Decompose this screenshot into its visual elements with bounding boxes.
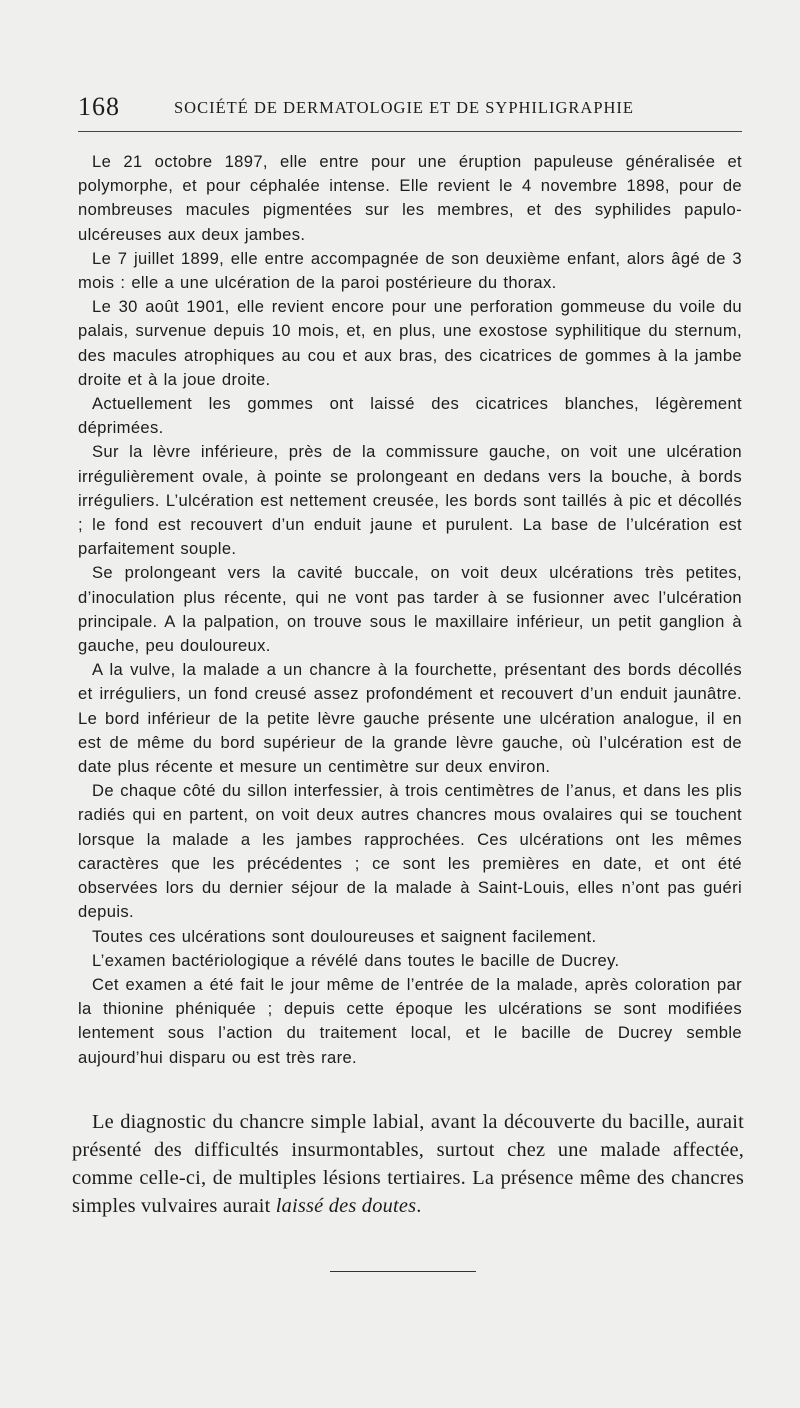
paragraph: Sur la lèvre inférieure, près de la commissure gauche, on voit une ulcération irrégulièrement ovale, à pointe se prolongeant en dedans vers la bouche, à bords irréguliers. L’ulcération est nettement creusée, les bords sont taillés à pic et décollés ; le fond est recouvert d’un enduit jaune et purulent. La base de l’ulcération est parfaitement souple. [78,442,742,559]
conclusion [72,1108,744,1220]
running-head: SOCIÉTÉ DE DERMATOLOGIE ET DE SYPHILIGRAPHIE [174,98,634,117]
header-rule [78,131,742,132]
paragraph: Le 30 août 1901, elle revient encore pour une perforation gommeuse du voile du palais, survenue depuis 10 mois, et, en plus, une exostose syphilitique du sternum, des macules atrophiques au cou et aux bras, des cicatrices de gommes à la jambe droite et à la joue droite. [78,297,742,389]
conclusion-text: Le diagnostic du chancre simple labial, avant la découverte du bacille, aurait présenté des difficultés insurmontables, surtout chez une malade affectée, comme celle-ci, de multiples lésions tertiaires. La présence même des chancres simples vulvaires aurait [72,1111,744,1217]
paragraph: De chaque côté du sillon interfessier, à trois centimètres de l’anus, et dans les plis radiés qui en partent, on voit deux autres chancres mous ovalaires qui se touchent lorsque la malade a les jambes rapprochées. Ces ulcérations ont les mêmes caractères que les précédentes ; ce sont les premières en date, et ont été observées lors du dernier séjour de la malade à Saint-Louis, elles n’ont pas guéri depuis. [78,781,742,922]
conclusion-end: . [416,1195,422,1217]
paragraph: Toutes ces ulcérations sont douloureuses et saignent facilement. [92,926,597,946]
paragraph: Actuellement les gommes ont laissé des cicatrices blanches, légèrement déprimées. [78,394,742,438]
case-report-text [78,150,742,1070]
paragraph: Le 7 juillet 1899, elle entre accompagnée de son deuxième enfant, alors âgé de 3 mois : elle a une ulcération de la paroi postérieure du thorax. [78,248,742,293]
paragraph: Le 21 octobre 1897, elle entre pour une éruption papuleuse généralisée et polymorphe, et pour céphalée intense. Elle revient le 4 novembre 1898, pour de nombreuses macules pigmentées sur les membres, et des syphilides papulo-ulcéreuses aux deux jambes. [78,152,742,244]
paragraph: A la vulve, la malade a un chancre à la fourchette, présentant des bords décollés et irréguliers, un fond creusé assez profondément et recouvert d’un enduit jaunâtre. Le bord inférieur de la petite lèvre gauche présente une ulcération analogue, il en est de même du bord supérieur de la grande lèvre gauche, où l’ulcération est de date plus récente et mesure un centimètre sur deux environ. [78,660,742,777]
page-header [78,92,740,122]
end-rule [330,1271,476,1272]
paragraph: L’examen bactériologique a révélé dans toutes le bacille de Ducrey. [92,950,620,970]
conclusion-paragraph [72,1108,744,1220]
conclusion-italic: laissé des doutes [275,1195,417,1217]
paragraph: Se prolongeant vers la cavité buccale, on voit deux ulcérations très petites, d’inoculation plus récente, qui ne vont pas tarder à se fusionner avec l’ulcération principale. A la palpation, on trouve sous le maxillaire inférieur, un petit ganglion à gauche, peu douloureux. [78,563,742,656]
page-number: 168 [78,92,120,121]
paragraph: Cet examen a été fait le jour même de l’entrée de la malade, après coloration par la thionine phéniquée ; depuis cette époque les ulcérations se sont modifiées lentement sous l’action du traitement local, et le bacille de Ducrey semble aujourd’hui disparu ou est très rare. [78,974,742,1067]
